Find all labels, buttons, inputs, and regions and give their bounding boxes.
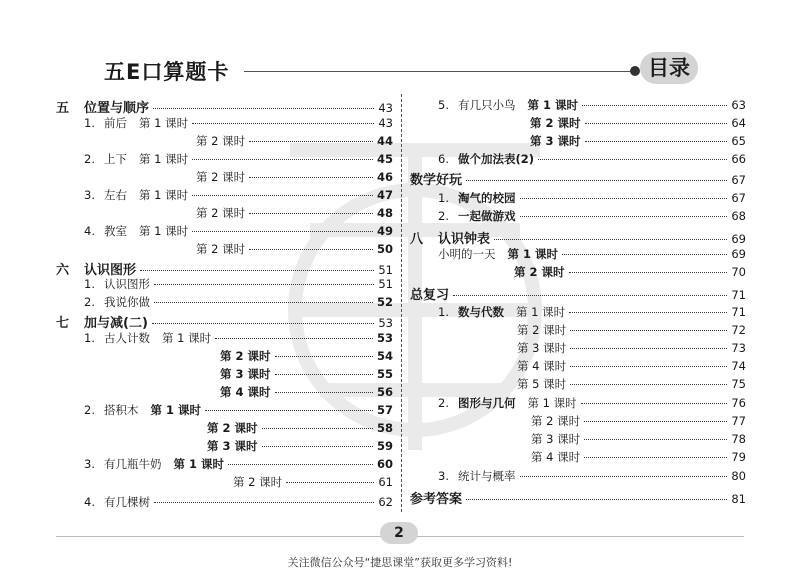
entry-number: 5.	[438, 98, 449, 112]
toc-entry-row[interactable]	[438, 151, 746, 169]
toc-entry-row[interactable]	[196, 133, 393, 151]
dot-leader	[275, 356, 373, 357]
entry-number: 6.	[438, 152, 449, 166]
entry-number: 五	[56, 101, 70, 116]
page-number: 46	[376, 170, 393, 184]
entry-title: 总复习	[410, 288, 450, 303]
toc-entry-label	[84, 187, 188, 203]
page-number: 71	[731, 305, 746, 319]
toc-section-row[interactable]	[56, 97, 393, 117]
toc-entry-label	[530, 133, 581, 149]
dot-leader	[275, 374, 373, 375]
page-number: 71	[731, 288, 746, 302]
toc-entry-row[interactable]	[438, 304, 746, 322]
toc-entry-row[interactable]	[530, 115, 746, 133]
entry-number: 3.	[438, 469, 449, 483]
toc-entry-row[interactable]	[531, 449, 746, 467]
toc-entry-label	[438, 304, 565, 320]
toc-entry-row[interactable]	[517, 322, 746, 340]
toc-entry-label	[530, 115, 581, 131]
entry-title: 认识图形	[84, 263, 137, 278]
dot-leader	[140, 270, 374, 271]
toc-entry-label	[438, 151, 534, 167]
toc-entry-row[interactable]	[84, 187, 393, 205]
entry-title: 古人计数	[104, 331, 150, 345]
lesson-label: 第 2 课时	[196, 206, 246, 220]
toc-entry-row[interactable]	[84, 294, 393, 312]
lesson-label: 第 1 课时	[139, 224, 189, 238]
toc-entry-label	[56, 97, 149, 116]
page-number: 77	[731, 414, 746, 428]
toc-entry-label	[517, 322, 566, 338]
toc-entry-label	[84, 151, 188, 167]
page-number: 55	[376, 367, 393, 381]
page-number: 43	[378, 116, 393, 130]
page-number: 50	[376, 242, 393, 256]
toc-entry-label	[196, 169, 245, 185]
toc-entry-label	[438, 468, 516, 484]
toc-entry-row[interactable]	[438, 468, 746, 486]
page-number: 53	[378, 316, 393, 330]
entry-title: 做个加法表(2)	[458, 152, 535, 166]
dot-leader	[262, 428, 373, 429]
dot-leader	[453, 295, 727, 296]
toc-entry-label	[514, 264, 565, 280]
toc-entry-row[interactable]	[84, 223, 393, 241]
header-dot-icon	[630, 66, 640, 76]
toc-entry-label	[531, 413, 580, 429]
lesson-label: 第 2 课时	[233, 475, 283, 489]
toc-entry-label	[84, 494, 150, 510]
entry-number: 1.	[84, 277, 95, 291]
page-number: 76	[731, 396, 746, 410]
entry-title: 有几瓶牛奶	[104, 457, 162, 471]
dot-leader	[466, 180, 727, 181]
lesson-label: 第 4 课时	[517, 359, 567, 373]
entry-title: 上下	[104, 152, 127, 166]
lesson-label: 第 2 课时	[196, 134, 246, 148]
toc-entry-row[interactable]	[84, 494, 393, 512]
lesson-label: 第 4 课时	[220, 385, 271, 399]
lesson-label: 第 2 课时	[514, 265, 565, 279]
page-number: 78	[731, 432, 746, 446]
toc-entry-label	[410, 228, 490, 247]
entry-title: 小明的一天	[438, 247, 496, 261]
entry-number: 2.	[84, 295, 95, 309]
toc-entry-label	[438, 97, 578, 113]
page-number: 67	[731, 173, 746, 187]
page-number: 52	[376, 295, 393, 309]
toc-entry-row[interactable]	[531, 431, 746, 449]
dot-leader	[585, 123, 728, 124]
lesson-label: 第 2 课时	[530, 116, 581, 130]
page-number: 66	[731, 152, 746, 166]
lesson-label: 第 1 课时	[516, 305, 566, 319]
dot-leader	[520, 198, 728, 199]
dot-leader	[581, 403, 728, 404]
dot-leader	[570, 330, 727, 331]
dot-leader	[249, 177, 373, 178]
page-number: 65	[731, 134, 746, 148]
dot-leader	[192, 195, 373, 196]
toc-entry-row[interactable]	[517, 376, 746, 394]
entry-title: 认识图形	[104, 277, 150, 291]
page-number: 74	[731, 359, 746, 373]
entry-title: 我说你做	[104, 295, 150, 309]
page-number: 51	[378, 263, 393, 277]
page-number: 58	[376, 421, 393, 435]
entry-title: 有几只小鸟	[458, 98, 516, 112]
lesson-label: 第 1 课时	[139, 152, 189, 166]
toc-entry-label	[220, 366, 271, 382]
toc-section-row[interactable]	[410, 488, 746, 508]
page-number: 43	[378, 101, 393, 115]
toc-entry-row[interactable]	[438, 395, 746, 413]
toc-entry-row[interactable]	[84, 276, 393, 294]
dot-leader	[262, 446, 373, 447]
lesson-label: 第 1 课时	[527, 396, 577, 410]
lesson-label: 第 2 课时	[531, 414, 581, 428]
lesson-label: 第 1 课时	[139, 116, 189, 130]
page-number: 67	[731, 191, 746, 205]
toc-entry-row[interactable]	[196, 205, 393, 223]
footer-note: 关注微信公众号“捷思课堂”获取更多学习资料!	[287, 556, 513, 569]
entry-number: 3.	[84, 188, 95, 202]
page-number: 60	[376, 457, 393, 471]
entry-number: 八	[410, 232, 424, 247]
toc-entry-label	[233, 474, 282, 490]
toc-entry-label	[196, 241, 245, 257]
dot-leader	[192, 123, 374, 124]
toc-entry-label	[438, 208, 516, 224]
dot-leader	[249, 141, 373, 142]
toc-section-row[interactable]	[56, 312, 393, 332]
page-number: 63	[731, 98, 746, 112]
lesson-label: 第 1 课时	[527, 98, 579, 112]
lesson-label: 第 3 课时	[220, 367, 271, 381]
toc-entry-label	[84, 456, 224, 472]
dot-leader	[154, 284, 374, 285]
entry-title: 左右	[104, 188, 127, 202]
lesson-label: 第 3 课时	[531, 432, 581, 446]
toc-entry-row[interactable]	[438, 97, 746, 115]
dot-leader	[249, 249, 373, 250]
toc-entry-row[interactable]	[438, 190, 746, 208]
dot-leader	[570, 366, 727, 367]
toc-entry-label	[196, 205, 245, 221]
toc-entry-row[interactable]	[84, 330, 393, 348]
dot-leader	[205, 410, 373, 411]
toc-entry-label	[84, 115, 188, 131]
page-number: 47	[376, 188, 393, 202]
toc-entry-label	[207, 420, 258, 436]
toc-entry-label	[84, 402, 201, 418]
lesson-label: 第 2 课时	[196, 242, 246, 256]
toc-entry-row[interactable]	[84, 402, 393, 420]
toc-entry-label	[84, 294, 150, 310]
dot-leader	[584, 421, 727, 422]
toc-entry-row[interactable]	[517, 340, 746, 358]
page-number: 69	[731, 247, 746, 261]
entry-number: 2.	[84, 403, 95, 417]
dot-leader	[520, 476, 728, 477]
entry-number: 1.	[438, 191, 449, 205]
entry-number: 4.	[84, 495, 95, 509]
lesson-label: 第 2 课时	[196, 170, 246, 184]
dot-leader	[582, 105, 727, 106]
page-number: 48	[376, 206, 393, 220]
entry-number: 2.	[84, 152, 95, 166]
toc-entry-row[interactable]	[196, 241, 393, 259]
entry-number: 3.	[84, 457, 95, 471]
entry-title: 数学好玩	[410, 173, 463, 188]
toc-section-row[interactable]	[410, 284, 746, 304]
entry-number: 4.	[84, 224, 95, 238]
dot-leader	[215, 338, 373, 339]
dot-leader	[152, 323, 374, 324]
page-number: 54	[376, 349, 393, 363]
entry-number: 1.	[84, 331, 95, 345]
toc-entry-row[interactable]	[438, 208, 746, 226]
entry-number: 2.	[438, 209, 449, 223]
dot-leader	[584, 457, 727, 458]
page-number: 75	[731, 377, 746, 391]
dot-leader	[570, 384, 727, 385]
toc-entry-row[interactable]	[530, 133, 746, 151]
toc-entry-row[interactable]	[514, 264, 746, 282]
page-number: 51	[378, 277, 393, 291]
lesson-label: 第 2 课时	[517, 323, 567, 337]
entry-number: 1.	[84, 116, 95, 130]
dot-leader	[249, 213, 373, 214]
dot-leader	[569, 272, 728, 273]
lesson-label: 第 3 课时	[207, 439, 258, 453]
entry-number: 1.	[438, 305, 449, 319]
toc-entry-row[interactable]	[220, 348, 393, 366]
lesson-label: 第 3 课时	[530, 134, 581, 148]
toc-entry-label	[207, 438, 258, 454]
toc-entry-label	[410, 284, 449, 303]
dot-leader	[570, 348, 727, 349]
entry-title: 一起做游戏	[458, 209, 516, 223]
page-number: 69	[731, 232, 746, 246]
toc-entry-label	[56, 312, 148, 331]
page-number-badge: 2	[380, 522, 418, 544]
page-number: 72	[731, 323, 746, 337]
dot-leader	[494, 239, 727, 240]
page-number: 80	[731, 469, 746, 483]
lesson-label: 第 1 课时	[173, 457, 225, 471]
page-number: 79	[731, 450, 746, 464]
entry-title: 搭积木	[104, 403, 139, 417]
dot-leader	[538, 159, 727, 160]
entry-title: 有几棵树	[104, 495, 150, 509]
toc-entry-row[interactable]	[207, 438, 393, 456]
entry-number: 2.	[438, 396, 449, 410]
toc-entry-row[interactable]	[84, 115, 393, 133]
toc-entry-label	[410, 169, 462, 188]
toc-entry-row[interactable]	[517, 358, 746, 376]
page-number: 70	[731, 265, 746, 279]
dot-leader	[192, 159, 373, 160]
entry-number: 六	[56, 263, 70, 278]
header-rule	[244, 71, 634, 72]
dot-leader	[585, 141, 728, 142]
entry-title: 认识钟表	[438, 232, 491, 247]
lesson-label: 第 2 课时	[220, 349, 271, 363]
toc-entry-row[interactable]	[84, 151, 393, 169]
lesson-label: 第 1 课时	[162, 331, 212, 345]
toc-title-badge: 目录	[640, 52, 698, 84]
entry-number: 七	[56, 316, 70, 331]
dot-leader	[275, 392, 373, 393]
toc-entry-row[interactable]	[84, 456, 393, 474]
lesson-label: 第 3 课时	[517, 341, 567, 355]
page-number: 73	[731, 341, 746, 355]
toc-section-row[interactable]	[410, 228, 746, 248]
dot-leader	[228, 464, 373, 465]
lesson-label: 第 5 课时	[517, 377, 567, 391]
toc-entry-label	[220, 348, 271, 364]
toc-entry-label	[220, 384, 271, 400]
toc-entry-row[interactable]	[438, 246, 746, 264]
entry-title: 教室	[104, 224, 127, 238]
page-number: 57	[376, 403, 393, 417]
dot-leader	[154, 502, 374, 503]
dot-leader	[562, 254, 727, 255]
toc-entry-label	[531, 449, 580, 465]
entry-title: 图形与几何	[458, 396, 516, 410]
toc-entry-label	[438, 246, 558, 262]
toc-entry-label	[410, 488, 462, 507]
toc-entry-label	[84, 330, 211, 346]
lesson-label: 第 4 课时	[531, 450, 581, 464]
dot-leader	[569, 312, 727, 313]
entry-title: 数与代数	[458, 305, 504, 319]
toc-entry-label	[84, 276, 150, 292]
entry-title: 加与减(二)	[84, 316, 148, 331]
lesson-label: 第 1 课时	[507, 247, 559, 261]
dot-leader	[154, 302, 373, 303]
toc-entry-label	[84, 223, 188, 239]
page-number: 44	[376, 134, 393, 148]
lesson-label: 第 1 课时	[150, 403, 202, 417]
lesson-label: 第 2 课时	[207, 421, 258, 435]
page-number: 59	[376, 439, 393, 453]
toc-entry-row[interactable]	[531, 413, 746, 431]
toc-entry-label	[196, 133, 245, 149]
book-brand-title: 五E口算题卡	[104, 60, 230, 84]
entry-title: 淘气的校园	[458, 191, 516, 205]
lesson-label: 第 1 课时	[139, 188, 189, 202]
toc-entry-row[interactable]	[196, 169, 393, 187]
entry-title: 前后	[104, 116, 127, 130]
page-number: 64	[731, 116, 746, 130]
entry-title: 统计与概率	[458, 469, 516, 483]
page-number: 62	[378, 495, 393, 509]
toc-entry-label	[517, 358, 566, 374]
toc-entry-row[interactable]	[220, 366, 393, 384]
dot-leader	[584, 439, 727, 440]
column-divider	[401, 94, 402, 512]
page-number: 49	[376, 224, 393, 238]
dot-leader	[286, 482, 374, 483]
toc-entry-label	[517, 376, 566, 392]
toc-entry-row[interactable]	[233, 474, 393, 492]
entry-title: 位置与顺序	[84, 101, 150, 116]
toc-entry-row[interactable]	[220, 384, 393, 402]
dot-leader	[520, 216, 728, 217]
toc-entry-label	[438, 395, 577, 411]
page-number: 56	[376, 385, 393, 399]
page-number: 61	[378, 475, 393, 489]
page-number: 68	[731, 209, 746, 223]
page-number: 81	[731, 492, 746, 506]
toc-entry-label	[531, 431, 580, 447]
page-number: 45	[376, 152, 393, 166]
toc-entry-label	[438, 190, 516, 206]
entry-title: 参考答案	[410, 492, 463, 507]
toc-entry-label	[517, 340, 566, 356]
dot-leader	[192, 231, 373, 232]
dot-leader	[466, 499, 727, 500]
toc-section-row[interactable]	[410, 169, 746, 189]
toc-entry-row[interactable]	[207, 420, 393, 438]
dot-leader	[153, 108, 374, 109]
page-number: 53	[376, 331, 393, 345]
